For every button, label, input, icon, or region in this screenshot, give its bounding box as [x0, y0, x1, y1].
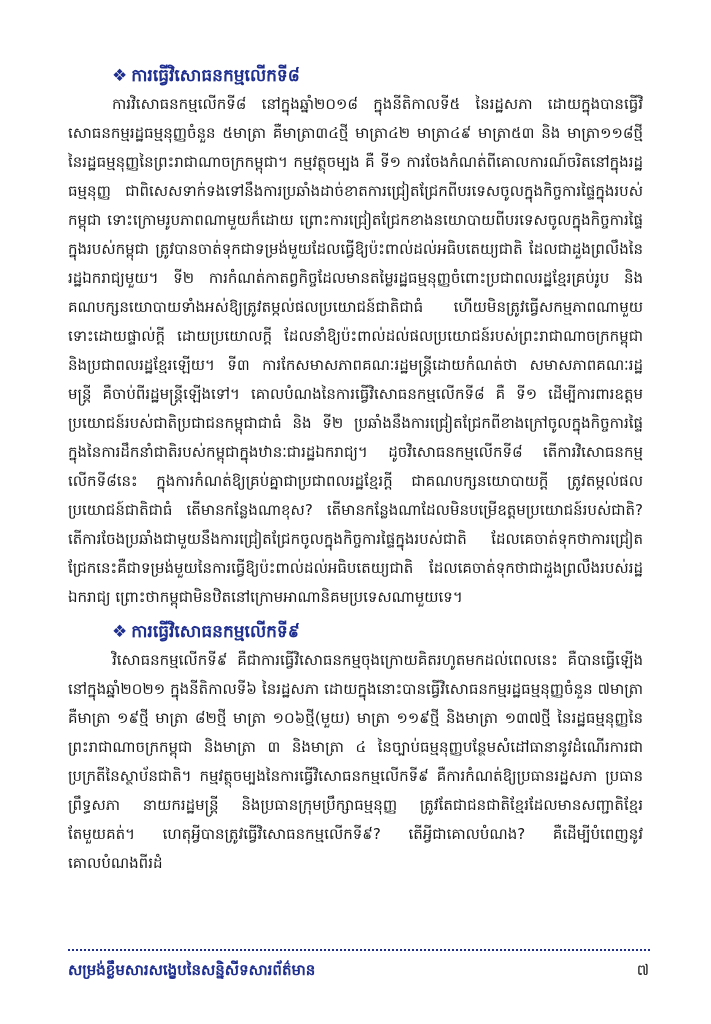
- diamond-bullet-icon: ❖: [112, 66, 128, 86]
- section-paragraph-amendment-9: វិសោធនកម្មលើកទី៩ គឺជាការធ្វើវិសោធនកម្មចុងក្រោយគិតរហូតមកដល់ពេលនេះ គឺបានធ្វើឡើងនៅក្នុងឆ្នាំ២០២១ ក្នុងនីតិកាលទី៦ នៃរដ្ឋសភា ដោយក្នុងនោះបានធ្វើវិសោធនកម្មរដ្ឋធម្មនុញ្ញចំនួន ៧មាត្រា គឺមាត្រា ១៩ថ្មី មាត្រា ៨២ថ្មី មាត្រា ១០៦ថ្មី(មួយ) មាត្រា ១១៩ថ្មី និងមាត្រា ១៣៧ថ្មី នៃរដ្ឋធម្មនុញ្ញនៃព្រះរាជាណាចក្រកម្ពុជា និងមាត្រា ៣ និងមាត្រា ៤ នៃច្បាប់ធម្មនុញ្ញបន្ថែមសំដៅធានានូវដំណើរការជាប្រក្រតីនៃស្ថាប័នជាតិ។ កម្មវត្ថុចម្បងនៃការធ្វើវិសោធនកម្មលើកទី៩ គឺការកំណត់ឱ្យប្រធានរដ្ឋសភា ប្រធានព្រឹទ្ធសភា នាយករដ្ឋមន្ត្រី និងប្រធានក្រុមប្រឹក្សាធម្មនុញ្ញ ត្រូវតែជាជនជាតិខ្មែរដែលមានសញ្ជាតិខ្មែរតែមួយគត់។ ហេតុអ្វីបានត្រូវធ្វើវិសោធនកម្មលើកទី៩? តើអ្វីជាគោលបំណង? គឺដើម្បីបំពេញនូវគោលបំណងពីរដំ: [68, 651, 643, 872]
- footer-title: សម្រង់ខ្លឹមសារសង្ខេបនៃសន្និសីទសារព័ត៌មាន: [68, 961, 316, 979]
- section-heading-text: ការធ្វើវិសោធនកម្មលើកទី៨: [131, 66, 300, 86]
- page-content: [68, 62, 643, 884]
- diamond-bullet-icon: ❖: [112, 622, 128, 642]
- section-paragraph-amendment-8: ការវិសោធនកម្មលើកទី៨ នៅក្នុងឆ្នាំ២០១៨ ក្នុងនីតិកាលទី៥ នៃរដ្ឋសភា ដោយក្នុងបានធ្វើវិសោធនកម្មរដ្ឋធម្មនុញ្ញចំនួន ៥មាត្រា គឺមាត្រា៣៤ថ្មី មាត្រា៤២ មាត្រា៤៩ មាត្រា៥៣ និង មាត្រា១១៨ថ្មីនៃរដ្ឋធម្មនុញ្ញនៃព្រះរាជាណាចក្រកម្ពុជា។ កម្មវត្ថុចម្បង គឺ ទី១ ការចែងកំណត់ពីគោលការណ៍ចរិតនៅក្នុងរដ្ឋធម្មនុញ្ញ ជាពិសេសទាក់ទងទៅនឹងការប្រឆាំងដាច់ខាតការជ្រៀតជ្រែកពីបរទេសចូលក្នុងកិច្ចការផ្ទៃក្នុងរបស់កម្ពុជា ទោះក្រោមរូបភាពណាមួយក៏ដោយ ព្រោះការជ្រៀតជ្រែកខាងនយោបាយពីបរទេសចូលក្នុងកិច្ចការផ្ទៃក្នុងរបស់កម្ពុជា ត្រូវបានចាត់ទុកជាទម្រង់មួយដែលធ្វើឱ្យប៉ះពាល់ដល់អធិបតេយ្យជាតិ ដែលជាដួងព្រលឹងនៃរដ្ឋឯករាជ្យមួយ។ ទី២ ការកំណត់កាតព្វកិច្ចដែលមានតម្លៃរដ្ឋធម្មនុញ្ញចំពោះប្រជាពលរដ្ឋខ្មែរគ្រប់រូប និងគណបក្សនយោបាយទាំងអស់ឱ្យត្រូវតម្កល់ផលប្រយោជន៍ជាតិជាធំ ហើយមិនត្រូវធ្វើសកម្មភាពណាមួយ ទោះដោយផ្ទាល់ក្តី ដោយប្រយោលក្តី ដែលនាំឱ្យប៉ះពាល់ដល់ផលប្រយោជន៍របស់ព្រះរាជាណាចក្រកម្ពុជា និងប្រជាពលរដ្ឋខ្មែរឡើយ។ ទី៣ ការកែសមាសភាពគណៈរដ្ឋមន្ត្រីដោយកំណត់ថា សមាសភាពគណៈរដ្ឋមន្ត្រី គឺចាប់ពីរដ្ឋមន្ត្រីឡើងទៅ។ គោលបំណងនៃការធ្វើវិសោធនកម្មលើកទី៨ គឺ ទី១ ដើម្បីការពារឧត្តមប្រយោជន៍របស់ជាតិប្រជាជនកម្ពុជាជាធំ និង ទី២ ប្រឆាំងនឹងការជ្រៀតជ្រែកពីខាងក្រៅចូលក្នុងកិច្ចការផ្ទៃក្នុងនៃការដឹកនាំជាតិរបស់កម្ពុជាក្នុងឋានៈជារដ្ឋឯករាជ្យ។ ដូចវិសោធនកម្មលើកទី៨ តើការវិសោធនកម្មលើកទី៨នេះ ក្នុងការកំណត់ឱ្យគ្រប់គ្នាជាប្រជាពលរដ្ឋខ្មែរក្តី ជាគណបក្សនយោបាយក្តី ត្រូវតម្កល់ផលប្រយោជន៍ជាតិជាធំ តើមានកន្លែងណាខុស? តើមានកន្លែងណាដែលមិនបម្រើឧត្តមប្រយោជន៍របស់ជាតិ? តើការចែងប្រឆាំងជាមួយនឹងការជ្រៀតជ្រែកចូលក្នុងកិច្ចការផ្ទៃក្នុងរបស់ជាតិ ដែលគេចាត់ទុកថាការជ្រៀតជ្រែកនេះគឺជាទម្រង់មួយនៃការធ្វើឱ្យប៉ះពាល់ដល់អធិបតេយ្យជាតិ ដែលគេចាត់ទុកថាជាដួងព្រលឹងរបស់រដ្ឋឯករាជ្យ ព្រោះថាកម្ពុជាមិនឋិតនៅក្រោមអាណានិគមប្រទេសណាមួយទេ។: [68, 95, 643, 606]
- page-number: ៧: [636, 961, 649, 979]
- section-heading-text: ការធ្វើវិសោធនកម្មលើកទី៩: [131, 622, 300, 642]
- section-heading-amendment-9: [68, 618, 643, 646]
- section-heading-amendment-8: [68, 62, 643, 90]
- footer-divider: [68, 949, 650, 951]
